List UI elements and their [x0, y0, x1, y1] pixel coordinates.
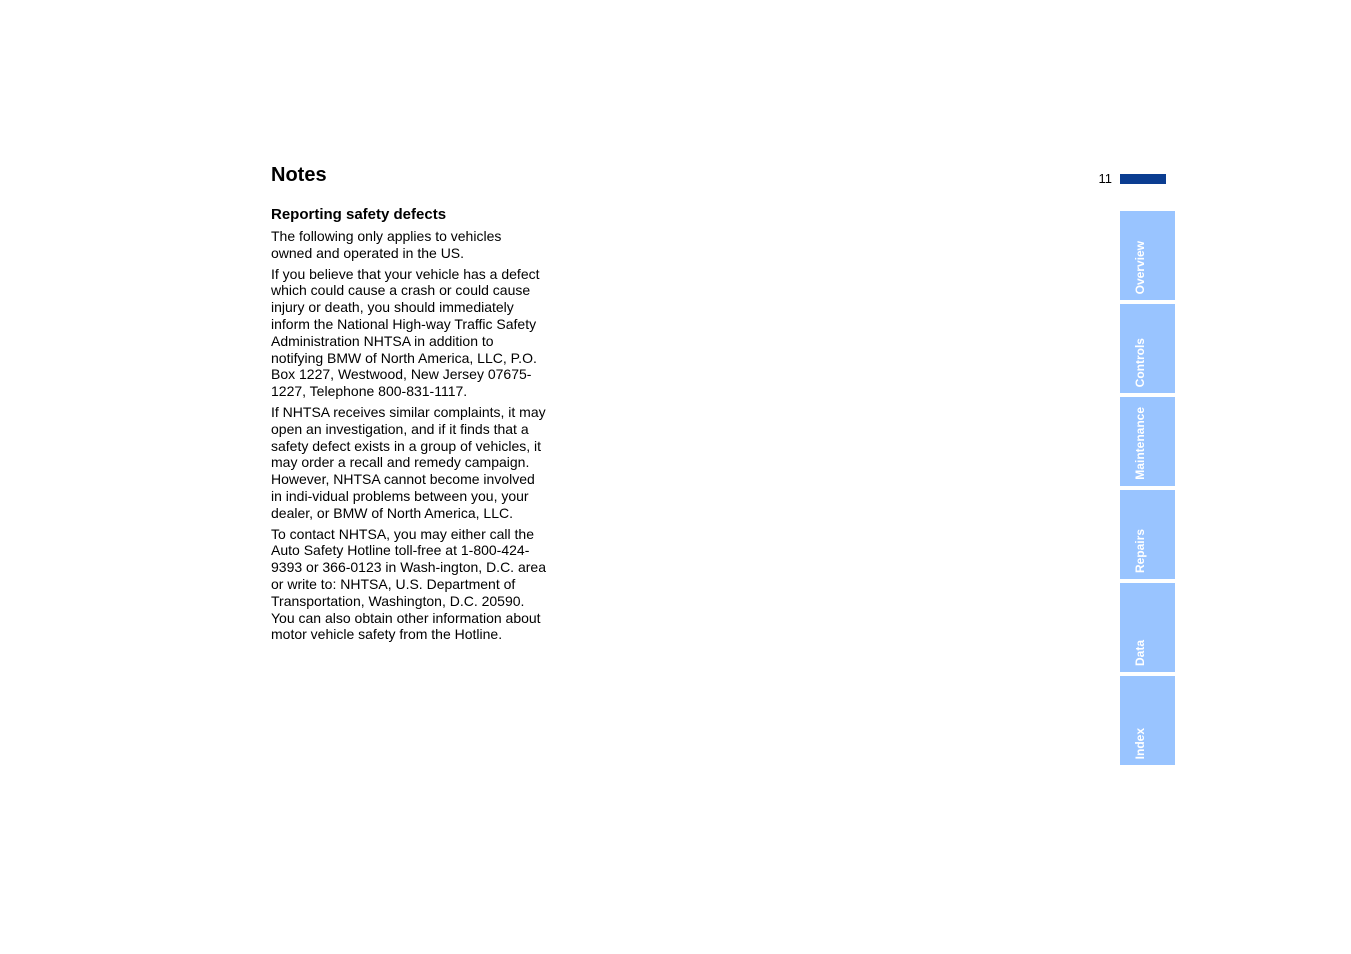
page-number: 11: [1098, 171, 1112, 186]
page-title: Notes: [271, 164, 327, 186]
paragraph-contact-nhtsa: To contact NHTSA, you may either call the Auto Safety Hotline toll-free at 1-800-424-9393 or 366-0123 in Wash-ington, D.C. area or write to: NHTSA, U.S. Department of Transportation, Washington, D.C. 20590. You can also obtain other information about motor vehicle safety from the Hotline.: [271, 525, 546, 643]
section-tabs: [1120, 211, 1175, 769]
tab-label-controls: Controls: [1133, 337, 1147, 387]
section-content: [271, 205, 546, 647]
tab-overview[interactable]: [1120, 211, 1175, 300]
tab-repairs[interactable]: [1120, 490, 1175, 579]
page-marker-bar: [1120, 174, 1166, 184]
tab-data[interactable]: [1120, 583, 1175, 672]
tab-label-overview: Overview: [1133, 240, 1147, 294]
tab-label-maintenance: Maintenance: [1133, 407, 1147, 480]
paragraph-nhtsa-investigation: If NHTSA receives similar complaints, it may open an investigation, and if it finds that a safety defect exists in a group of vehicles, it may order a recall and remedy campaign. However, NHTSA cannot become involved in indi-vidual problems between you, your dealer, or BMW of North America, LLC.: [271, 403, 546, 521]
section-heading: Reporting safety defects: [271, 206, 447, 223]
tab-maintenance[interactable]: [1120, 397, 1175, 486]
paragraph-report-defect: If you believe that your vehicle has a defect which could cause a crash or could cause injury or death, you should immediately inform the National High-way Traffic Safety Administration NHTSA in addition to notifying BMW of North America, LLC, P.O. Box 1227, Westwood, New Jersey 07675-1227, Telephone 800-831-1117.: [271, 265, 540, 400]
tab-controls[interactable]: [1120, 304, 1175, 393]
tab-label-repairs: Repairs: [1133, 528, 1147, 573]
tab-index[interactable]: [1120, 676, 1175, 765]
tab-label-data: Data: [1133, 639, 1147, 666]
tab-label-index: Index: [1133, 727, 1147, 759]
paragraph-us-only: The following only applies to vehicles owned and operated in the US.: [271, 228, 502, 261]
